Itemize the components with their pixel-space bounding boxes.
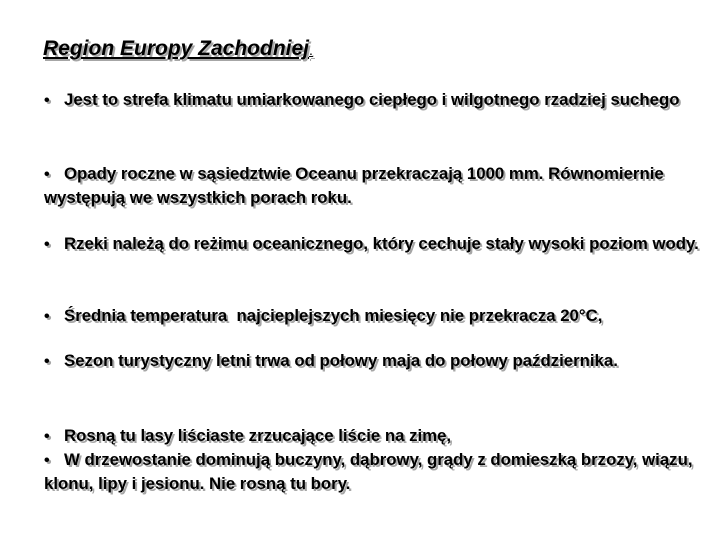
slide-title — [43, 37, 313, 61]
bullet-item-temperature — [44, 304, 716, 328]
bullet-icon: • — [44, 308, 50, 325]
slide-title-text: Region Europy Zachodniej — [43, 37, 310, 60]
bullet-icon: • — [44, 92, 50, 109]
slide-title-suffix: . — [309, 42, 313, 58]
bullet-icon: • — [44, 166, 50, 183]
bullet-text: Sezon turystyczny letni trwa od połowy maja do połowy października. — [64, 351, 618, 370]
bullet-icon: • — [44, 236, 50, 253]
bullet-icon: • — [44, 452, 50, 469]
bullet-item-tourist-season — [44, 349, 716, 373]
bullet-text: Jest to strefa klimatu umiarkowanego ciepłego i wilgotnego rzadziej suchego — [64, 90, 680, 109]
bullet-item-precipitation — [44, 162, 716, 209]
bullet-text: Opady roczne w sąsiedztwie Oceanu przekraczają 1000 mm. Równomiernie występują we wszystkich porach roku. — [44, 164, 669, 207]
bullet-text: Średnia temperatura najcieplejszych miesięcy nie przekracza 20°C, — [64, 306, 603, 325]
bullet-item-forests — [44, 424, 716, 448]
bullet-text: W drzewostanie dominują buczyny, dąbrowy, grądy z domieszką brzozy, wiązu, klonu, lipy i jesionu. Nie rosną tu bory. — [44, 450, 698, 493]
bullet-text: Rzeki należą do reżimu oceanicznego, który cechuje stały wysoki poziom wody. — [64, 234, 699, 253]
bullet-text: Rosną tu lasy liściaste zrzucające liście na zimę, — [64, 426, 452, 445]
bullet-icon: • — [44, 428, 50, 445]
bullet-item-climate — [44, 88, 716, 112]
bullet-icon: • — [44, 353, 50, 370]
bullet-item-rivers — [44, 232, 716, 256]
bullet-item-tree-stands — [44, 448, 716, 495]
